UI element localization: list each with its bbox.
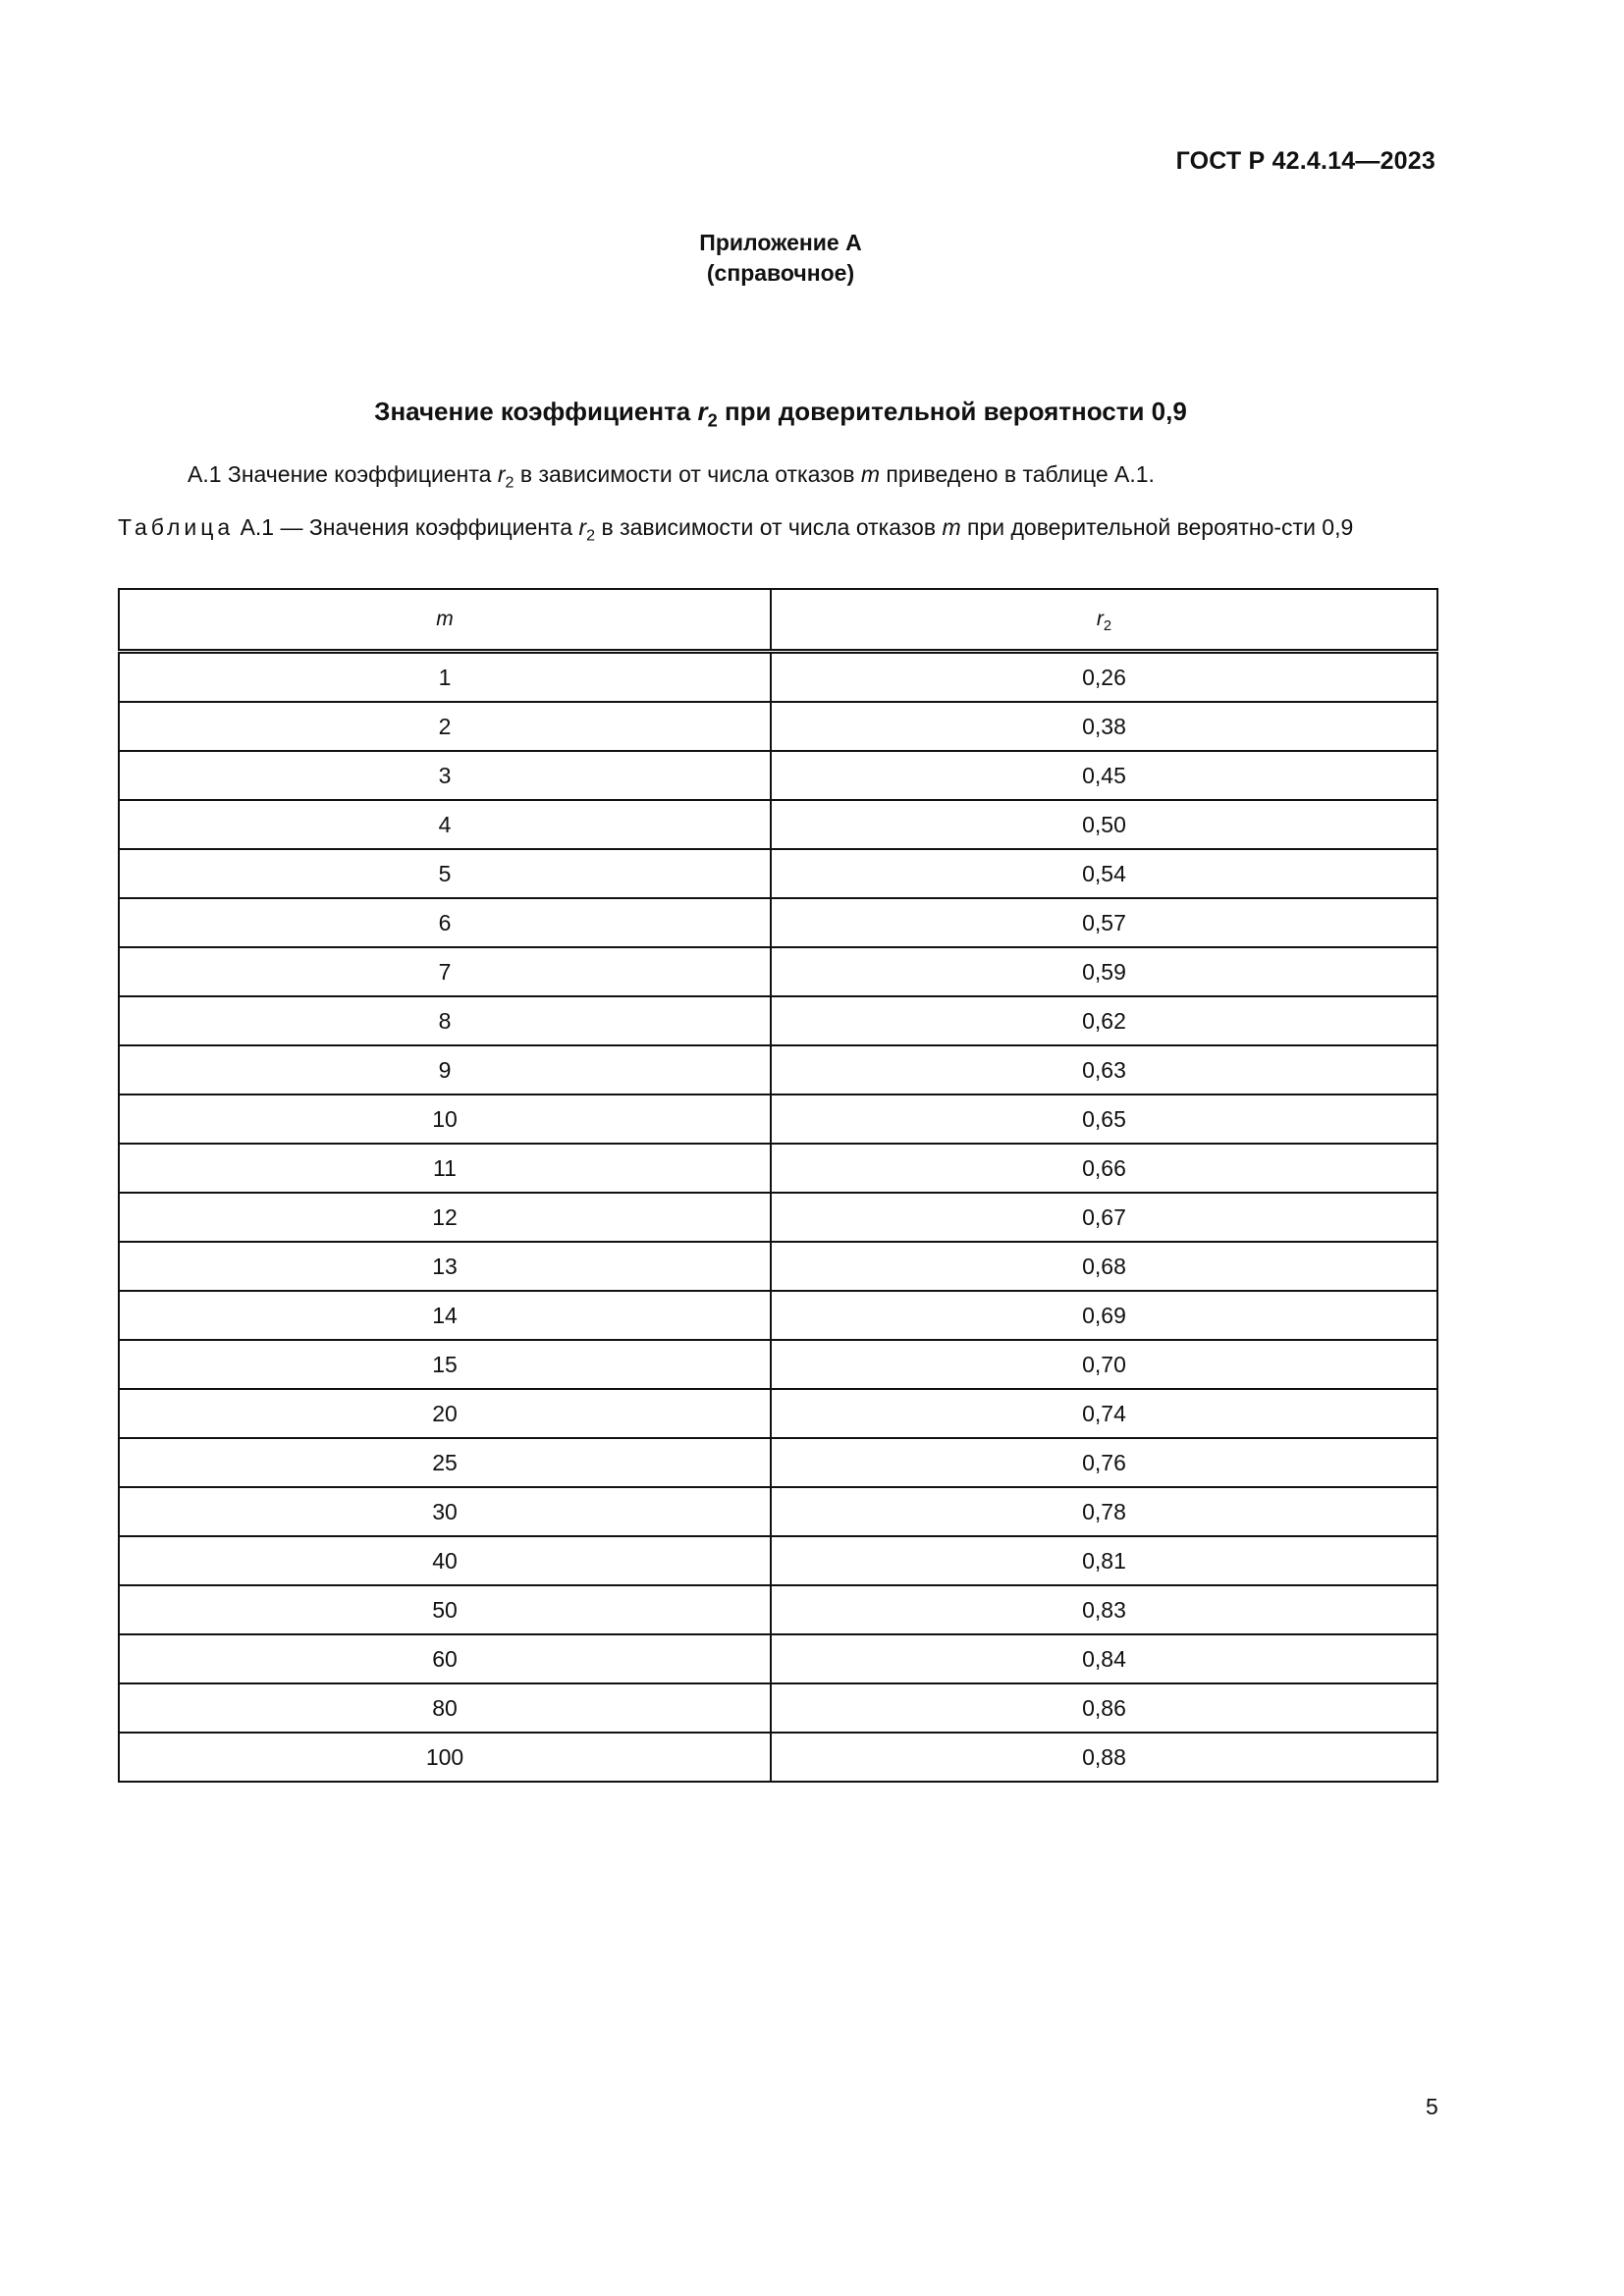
cell-m: 5 [119,849,771,898]
paragraph-number: А.1 [188,461,222,487]
table-row [119,1585,1437,1634]
header-m [119,589,771,652]
cell-m: 50 [119,1585,771,1634]
cell-r2: 0,67 [771,1193,1437,1242]
table-row [119,1389,1437,1438]
cell-r2: 0,66 [771,1144,1437,1193]
table-caption-subscript: 2 [586,526,596,545]
section-title-subscript: 2 [707,410,718,431]
table-row [119,1340,1437,1389]
table-caption-text-3: при доверительной вероятно-сти 0,9 [960,514,1354,540]
cell-m: 80 [119,1683,771,1733]
table-row [119,849,1437,898]
cell-r2: 0,62 [771,996,1437,1045]
cell-r2: 0,45 [771,751,1437,800]
section-title-text-1: Значение коэффициента [374,397,698,426]
cell-r2: 0,74 [771,1389,1437,1438]
paragraph-text-1: Значение коэффициента [221,461,498,487]
table-row [119,652,1437,703]
cell-m: 20 [119,1389,771,1438]
table-row [119,996,1437,1045]
cell-r2: 0,78 [771,1487,1437,1536]
cell-r2: 0,50 [771,800,1437,849]
header-r2 [771,589,1437,652]
appendix-title: Приложение А [699,230,862,255]
table-caption-text-1: А.1 — Значения коэффициента [234,514,579,540]
cell-r2: 0,76 [771,1438,1437,1487]
table-row [119,1144,1437,1193]
cell-r2: 0,81 [771,1536,1437,1585]
cell-m: 40 [119,1536,771,1585]
table-row [119,751,1437,800]
cell-m: 6 [119,898,771,947]
paragraph-a1 [188,461,1155,492]
cell-r2: 0,38 [771,702,1437,751]
cell-m: 10 [119,1095,771,1144]
table-row [119,702,1437,751]
paragraph-variable: m [860,461,881,487]
header-m-symbol: m [436,608,454,630]
cell-r2: 0,88 [771,1733,1437,1782]
cell-m: 1 [119,652,771,703]
cell-m: 100 [119,1733,771,1782]
cell-r2: 0,86 [771,1683,1437,1733]
cell-m: 3 [119,751,771,800]
header-r2-symbol: r [1096,608,1104,630]
section-title-symbol: r [697,397,708,426]
cell-m: 13 [119,1242,771,1291]
cell-m: 7 [119,947,771,996]
cell-r2: 0,26 [771,652,1437,703]
cell-r2: 0,69 [771,1291,1437,1340]
cell-m: 11 [119,1144,771,1193]
coefficient-table [118,588,1438,1783]
cell-r2: 0,83 [771,1585,1437,1634]
cell-m: 60 [119,1634,771,1683]
appendix-heading [0,228,1561,289]
table-row [119,1193,1437,1242]
cell-m: 15 [119,1340,771,1389]
table-row [119,1291,1437,1340]
table-row [119,1487,1437,1536]
table-header-row [119,589,1437,652]
table-row [119,1683,1437,1733]
paragraph-subscript: 2 [505,473,514,492]
table-row [119,1242,1437,1291]
table-row [119,1045,1437,1095]
paragraph-symbol: r [497,461,506,487]
table-caption-symbol: r [578,514,587,540]
cell-r2: 0,59 [771,947,1437,996]
appendix-subtitle: (справочное) [706,260,855,286]
table-caption-label: Таблица [118,514,235,540]
cell-r2: 0,54 [771,849,1437,898]
paragraph-text-2: в зависимости от числа отказов [514,461,861,487]
table-row [119,1634,1437,1683]
cell-m: 9 [119,1045,771,1095]
cell-m: 14 [119,1291,771,1340]
cell-m: 30 [119,1487,771,1536]
table-caption-text-2: в зависимости от числа отказов [595,514,943,540]
cell-m: 25 [119,1438,771,1487]
cell-r2: 0,68 [771,1242,1437,1291]
cell-r2: 0,63 [771,1045,1437,1095]
cell-r2: 0,57 [771,898,1437,947]
paragraph-text-3: приведено в таблице А.1. [880,461,1155,487]
header-r2-subscript: 2 [1103,618,1112,635]
section-title [0,397,1561,431]
page-number: 5 [1426,2094,1438,2119]
table-row [119,1536,1437,1585]
cell-m: 2 [119,702,771,751]
table-body [119,652,1437,1783]
table-caption [118,512,1437,545]
table-row [119,1095,1437,1144]
document-code: ГОСТ Р 42.4.14—2023 [1175,147,1435,175]
table-caption-variable: m [942,514,961,540]
table-row [119,800,1437,849]
cell-r2: 0,65 [771,1095,1437,1144]
table-row [119,898,1437,947]
cell-r2: 0,70 [771,1340,1437,1389]
cell-m: 12 [119,1193,771,1242]
cell-m: 8 [119,996,771,1045]
cell-m: 4 [119,800,771,849]
section-title-text-2: при доверительной вероятности 0,9 [717,397,1187,426]
table-row [119,1438,1437,1487]
cell-r2: 0,84 [771,1634,1437,1683]
table-row [119,1733,1437,1782]
table-row [119,947,1437,996]
